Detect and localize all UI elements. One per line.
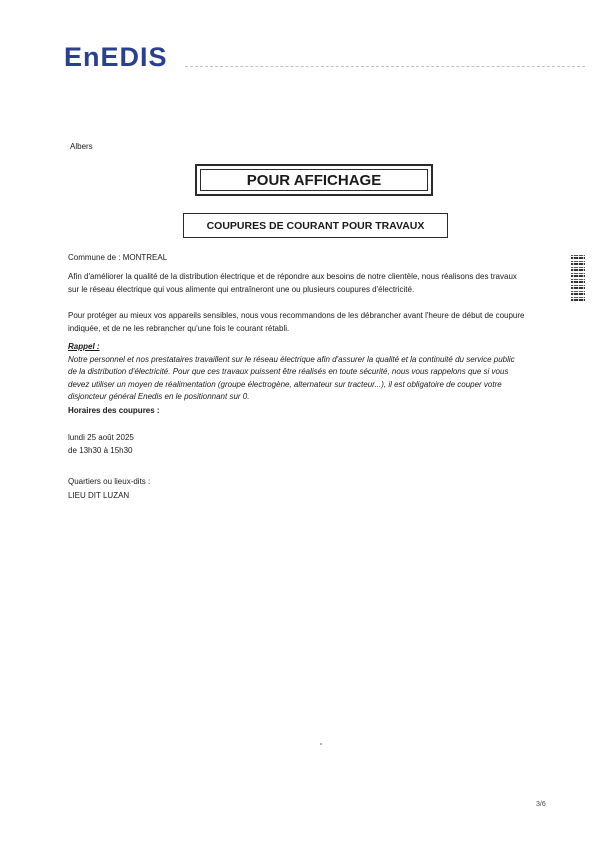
paragraph-protect-line-1: Pour protéger au mieux vos appareils sensibles, nous vous recommandons de les débrancher avant l'heure de début de coupure xyxy=(68,311,525,320)
lieu-dit: LIEU DIT LUZAN xyxy=(68,491,130,500)
paragraph-intro-line-2: sur le réseau électrique qui vous alimente qui entraîneront une ou plusieurs coupures d'électricité. xyxy=(68,285,415,294)
paragraph-intro-line-1: Afin d'améliorer la qualité de la distribution électrique et de répondre aux besoins de notre clientèle, nous réalisons des travaux xyxy=(68,272,517,281)
schedule xyxy=(68,431,548,457)
rappel-line-4: disjoncteur général Enedis en le positionnant sur 0. xyxy=(68,392,250,401)
notice-title-box xyxy=(195,164,433,196)
rappel-label: Rappel : xyxy=(68,342,100,351)
datamatrix-code xyxy=(571,255,585,301)
paragraph-protect xyxy=(68,309,548,335)
rappel-line-2: de la distribution d'électricité. Pour que ces travaux puissent être réalisés en toute sécurité, nous vous rappelons que si vous xyxy=(68,367,509,376)
rappel-line-1: Notre personnel et nos prestataires travaillent sur le réseau électrique afin d'assurer la qualité et la continuité du service public xyxy=(68,354,515,364)
paragraph-intro xyxy=(68,270,548,296)
paragraph-protect-line-2: indiquée, et de ne les rebrancher qu'une fois le courant rétabli. xyxy=(68,324,290,333)
rappel-section xyxy=(68,341,548,404)
notice-subtitle-box xyxy=(183,213,448,238)
rappel-line-3: devez utiliser un moyen de réalimentation (groupe électrogène, alternateur sur tracteur...), il est obligatoire de couper votre xyxy=(68,379,502,389)
scan-speck xyxy=(320,743,322,745)
letter-city: Albers xyxy=(70,142,93,151)
notice-title: POUR AFFICHAGE xyxy=(246,171,382,189)
header-divider xyxy=(185,66,585,67)
schedule-time: de 13h30 à 15h30 xyxy=(68,446,133,455)
page-number: 3/6 xyxy=(536,801,546,808)
quartiers-label: Quartiers ou lieux-dits : xyxy=(68,477,151,486)
enedis-logo: EnEDIS xyxy=(64,42,168,72)
commune-line: Commune de : MONTREAL xyxy=(68,253,168,262)
notice-subtitle: COUPURES DE COURANT POUR TRAVAUX xyxy=(206,219,425,232)
horaires-label: Horaires des coupures : xyxy=(68,406,160,415)
schedule-date: lundi 25 août 2025 xyxy=(68,433,134,442)
